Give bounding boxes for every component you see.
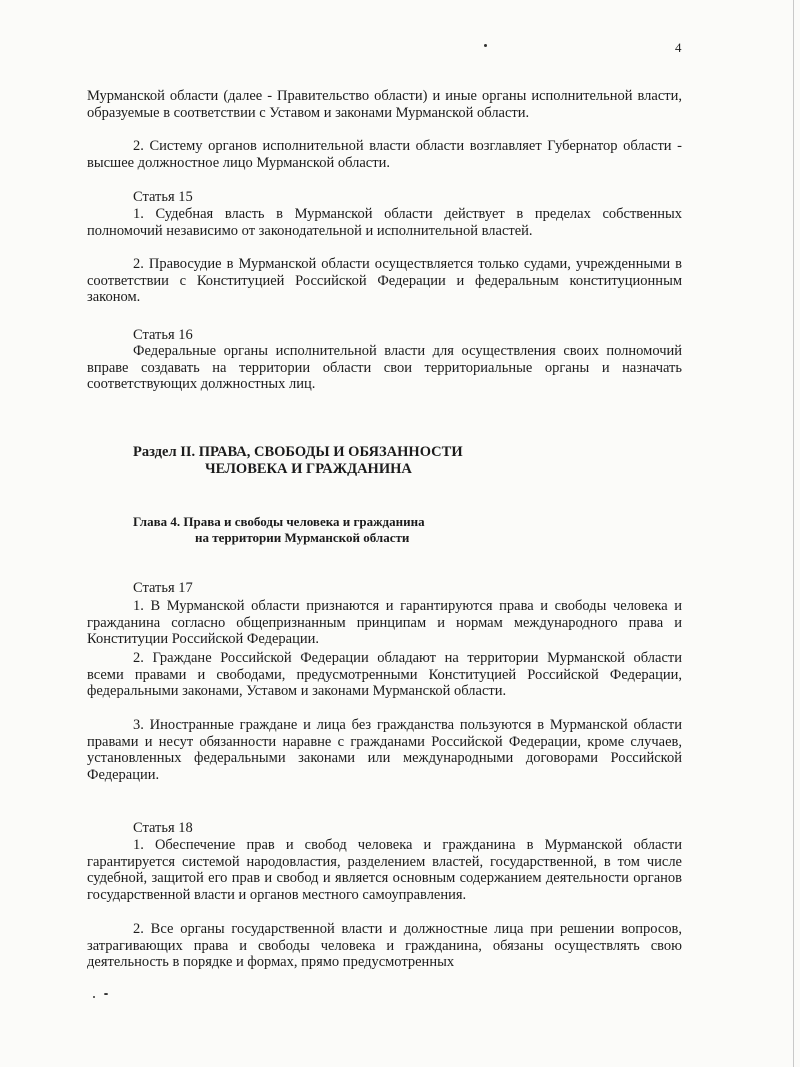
article-heading: Статья 18 <box>133 820 193 836</box>
paragraph: 3. Иностранные граждане и лица без гражданства пользуются в Мурманской области правами и несут обязанности наравне с гражданами Российской Федерации, кроме случаев, установленных федеральными законами или международными договорами Российской Федерации. <box>87 717 682 783</box>
chapter-heading-line1: Глава 4. Права и свободы человека и гражданина <box>133 514 425 529</box>
section-heading-line1: Раздел II. ПРАВА, СВОБОДЫ И ОБЯЗАННОСТИ <box>133 444 463 460</box>
paragraph: 2. Правосудие в Мурманской области осуществляется только судами, учрежденными в соответствии с Конституцией Российской Федерации и федеральным конституционным законом. <box>87 256 682 306</box>
paragraph: Мурманской области (далее - Правительство области) и иные органы исполнительной власти, образуемые в соответствии с Уставом и законами Мурманской области. <box>87 88 682 121</box>
paragraph: 1. Судебная власть в Мурманской области действует в пределах собственных полномочий независимо от законодательной и исполнительной властей. <box>87 206 682 239</box>
page-number: 4 <box>675 40 682 55</box>
paragraph: 1. В Мурманской области признаются и гарантируются права и свободы человека и гражданина согласно общепризнанным принципам и нормам международного права и Конституции Российской Федерации. <box>87 598 682 648</box>
paragraph: 1. Обеспечение прав и свобод человека и гражданина в Мурманской области гарантируется системой народовластия, разделением властей, государственной, в том числе судебной, защитой его прав и свобод и является основным содержанием деятельности органов государственной власти и органов местного самоуправления. <box>87 837 682 903</box>
article-heading: Статья 17 <box>133 580 193 596</box>
scan-speck <box>93 996 95 998</box>
chapter-heading <box>133 514 425 546</box>
chapter-heading-line2: на территории Мурманской области <box>195 530 410 545</box>
paragraph: 2. Систему органов исполнительной власти области возглавляет Губернатор области - высшее должностное лицо Мурманской области. <box>87 138 682 171</box>
scan-speck <box>104 993 108 995</box>
scan-speck <box>484 44 487 47</box>
paragraph: Федеральные органы исполнительной власти для осуществления своих полномочий вправе создавать на территории области свои территориальные органы и назначать соответствующих должностных лиц. <box>87 343 682 393</box>
scan-edge-line <box>793 0 794 1067</box>
section-heading <box>133 444 463 477</box>
article-heading: Статья 15 <box>133 189 193 205</box>
paragraph: 2. Граждане Российской Федерации обладают на территории Мурманской области всеми правами и свободами, предусмотренными Конституцией Российской Федерации, федеральными законами, Уставом и законами Мурманской области. <box>87 650 682 700</box>
article-heading: Статья 16 <box>133 327 193 343</box>
paragraph: 2. Все органы государственной власти и должностные лица при решении вопросов, затрагивающих права и свободы человека и гражданина, обязаны осуществлять свою деятельность в порядке и формах, прямо предусмотренных <box>87 921 682 971</box>
section-heading-line2: ЧЕЛОВЕКА И ГРАЖДАНИНА <box>205 460 412 477</box>
